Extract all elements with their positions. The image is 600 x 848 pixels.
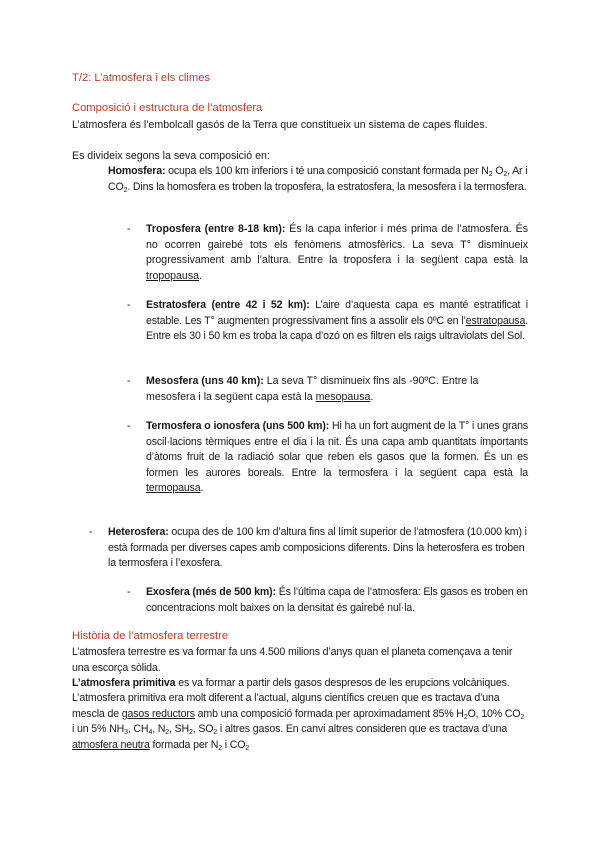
- historia-text: L’atmosfera primitiva era molt diferent a l’actual, alguns científics creuen que es tractava d’una mescla de: [72, 692, 500, 720]
- termosfera-text: .: [200, 482, 204, 495]
- exosfera-term: Exosfera (més de 500 km):: [146, 586, 276, 598]
- homosfera-term: Homosfera:: [108, 165, 166, 177]
- subscript: 2: [488, 171, 493, 178]
- subscript: 2: [463, 713, 468, 721]
- list-dash: -: [127, 375, 131, 387]
- exosfera-text: És l’última capa de l’atmosfera: Els gasos es troben en concentracions molt baixes on la densitat és gairebé nul·la.: [146, 586, 528, 614]
- subscript: 2: [213, 729, 218, 737]
- historia-text: O, 10% CO: [467, 707, 521, 720]
- page-title: T/2: L’atmosfera i els climes: [72, 72, 211, 84]
- subscript: 2: [189, 729, 193, 737]
- historia-text: , SH: [169, 723, 190, 736]
- homosfera-paragraph: [108, 164, 528, 195]
- subscript: 2: [245, 744, 250, 752]
- homosfera-text: . Dins la homosfera es troben la troposfera, la estratosfera, la mesosfera i la termosfera.: [127, 180, 527, 193]
- termosfera-term: Termosfera o ionosfera (uns 500 km):: [146, 420, 330, 432]
- historia-text: i CO: [222, 738, 246, 751]
- historia-text: , SO: [192, 723, 214, 736]
- list-dash: -: [127, 420, 131, 432]
- historia-text: formada per N: [149, 738, 219, 751]
- homosfera-text: O: [492, 165, 504, 177]
- historia-text: es va formar a partir dels gasos despresos de les erupcions volcàniques.: [175, 677, 510, 689]
- estratosfera-term: Estratosfera (entre 42 i 52 km):: [146, 299, 310, 311]
- subscript: 2: [520, 713, 525, 721]
- homosfera-text: ocupa els 100 km inferiors i té una composició constant formada per N: [165, 165, 489, 177]
- historia-text: i altres gasos. En canvi altres consideren que es tractava d’una: [217, 723, 508, 736]
- section-heading-composicio: Composició i estructura de l’atmosfera: [72, 102, 263, 114]
- homosfera-text: , Ar i CO: [108, 165, 528, 193]
- mesopausa-link[interactable]: mesopausa: [315, 390, 371, 403]
- mesosfera-paragraph: [146, 374, 528, 405]
- termopausa-link[interactable]: termopausa: [146, 482, 201, 495]
- mesosfera-text: .: [370, 390, 374, 403]
- troposfera-paragraph: [146, 222, 528, 284]
- subscript: 2: [503, 171, 508, 178]
- mesosfera-term: Mesosfera (uns 40 km):: [146, 375, 264, 387]
- gasos-reductors-link[interactable]: gasos reductors: [121, 707, 195, 720]
- intro-paragraph: L’atmosfera és l’embolcall gasós de la Terra que constitueix un sistema de capes fluides.: [72, 119, 488, 131]
- estratosfera-text: . Entre els 30 i 50 km es troba la capa d’ozó on es filtren els raigs ultraviolats del Sol.: [146, 314, 528, 343]
- termosfera-text: Hi ha un fort augment de la T° i unes grans oscil·lacions tèrmiques entre el dia i la nit. És una capa amb quantitats importants d’àtoms fruit de la radiació solar que reben els gasos que la formen. És un es formen les aurores boreals. Entre la termosfera i la següent capa està la: [146, 420, 528, 479]
- historia-text: , N: [152, 723, 166, 736]
- historia-text: i un 5% NH: [72, 723, 125, 736]
- heterosfera-text: ocupa des de 100 km d’altura fins al límit superior de l’atmosfera (10.000 km) i està formada per diverses capes amb composicions diferents. Dins la heterosfera es troben la termosfera i l’exosfera.: [108, 526, 527, 570]
- list-dash: -: [127, 223, 131, 235]
- atmosfera-neutra-link[interactable]: atmosfera neutra: [72, 738, 150, 751]
- heterosfera-term: Heterosfera:: [108, 526, 169, 538]
- historia-text: amb una composició formada per aproximadament 85% H: [194, 707, 464, 720]
- exosfera-paragraph: [146, 585, 528, 616]
- subscript: 2: [123, 186, 128, 194]
- historia-paragraph-3: [72, 691, 528, 753]
- termosfera-paragraph: [146, 419, 528, 497]
- mesosfera-text: La seva T° disminueix fins als -90ºC. Entre la mesosfera i la següent capa està la: [146, 375, 479, 403]
- list-dash: -: [127, 586, 131, 598]
- section-heading-historia: Història de l’atmosfera terrestre: [72, 630, 229, 642]
- list-dash: -: [127, 299, 131, 311]
- subscript: 2: [218, 744, 222, 752]
- list-dash: -: [89, 526, 93, 538]
- troposfera-text: .: [199, 269, 202, 282]
- estratosfera-text: L’aire d’aquesta capa es manté estratificat i estable. Les T° augmenten progressivament fins a assolir els 0ºC en l’: [146, 299, 528, 327]
- historia-text: , CH: [127, 723, 149, 736]
- divides-paragraph: Es divideix segons la seva composició en:: [72, 150, 270, 162]
- troposfera-text: És la capa inferior i més prima de l’atmosfera. És no ocorren gairebé tots els fenòmens atmosfèrics. La seva T° disminueix progressivament amb l’altura. Entre la troposfera i la següent capa està la: [146, 223, 528, 267]
- troposfera-term: Troposfera (entre 8-18 km):: [146, 223, 286, 235]
- subscript: 3: [124, 729, 128, 737]
- historia-paragraph-1: L’atmosfera terrestre es va formar fa uns 4.500 milions d’anys quan el planeta començava a tenir una escorça sòlida.: [72, 646, 513, 674]
- historia-paragraph-2: [72, 676, 528, 692]
- estratopausa-link[interactable]: estratopausa: [465, 314, 526, 327]
- atmosfera-primitiva-term: L’atmosfera primitiva: [72, 677, 176, 689]
- estratosfera-paragraph: [146, 298, 528, 345]
- subscript: 2: [165, 729, 170, 737]
- tropopausa-link[interactable]: tropopausa: [146, 269, 200, 282]
- heterosfera-paragraph: [108, 525, 528, 572]
- subscript: 4: [148, 729, 153, 737]
